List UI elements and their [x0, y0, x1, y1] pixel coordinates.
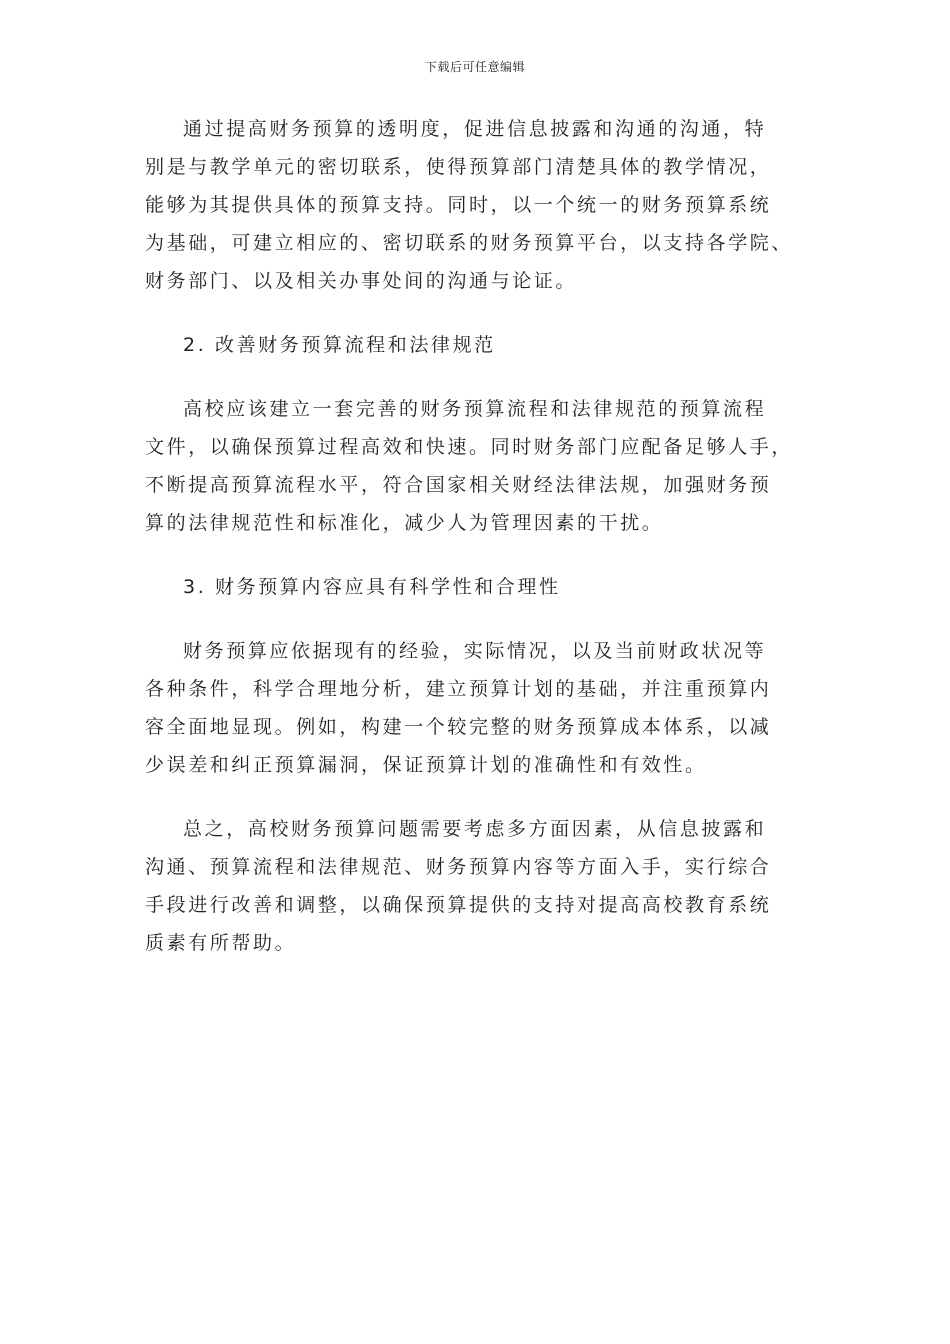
- paragraph-line: 文件，以确保预算过程高效和快速。同时财务部门应配备足够人手，: [145, 436, 794, 458]
- paragraph-process: [145, 390, 797, 542]
- paragraph-line: 手段进行改善和调整，以确保预算提供的支持对提高高校教育系统: [145, 894, 772, 916]
- section-heading-2: 2. 改善财务预算流程和法律规范: [183, 334, 496, 356]
- header-note: 下载后可任意编辑: [424, 60, 525, 74]
- paragraph-line: 不断提高预算流程水平，符合国家相关财经法律法规，加强财务预: [145, 474, 772, 496]
- paragraph-line: 质素有所帮助。: [145, 932, 297, 954]
- paragraph-line: 算的法律规范性和标准化，减少人为管理因素的干扰。: [145, 512, 664, 534]
- paragraph-line: 为基础，可建立相应的、密切联系的财务预算平台，以支持各学院、: [145, 232, 794, 254]
- paragraph-content: [145, 632, 797, 784]
- paragraph-line: 各种条件，科学合理地分析，建立预算计划的基础，并注重预算内: [145, 678, 772, 700]
- section-heading-3: 3. 财务预算内容应具有科学性和合理性: [183, 576, 561, 598]
- paragraph-line: 通过提高财务预算的透明度，促进信息披露和沟通的沟通，特: [183, 118, 767, 140]
- paragraph-line: 少误差和纠正预算漏洞，保证预算计划的准确性和有效性。: [145, 754, 707, 776]
- paragraph-line: 总之，高校财务预算问题需要考虑多方面因素，从信息披露和: [183, 818, 767, 840]
- paragraph-line: 财务预算应依据现有的经验，实际情况，以及当前财政状况等: [183, 640, 767, 662]
- paragraph-line: 沟通、预算流程和法律规范、财务预算内容等方面入手，实行综合: [145, 856, 772, 878]
- paragraph-line: 能够为其提供具体的预算支持。同时，以一个统一的财务预算系统: [145, 194, 772, 216]
- document-body: [145, 110, 797, 988]
- paragraph-line: 别是与教学单元的密切联系，使得预算部门清楚具体的教学情况，: [145, 156, 772, 178]
- paragraph-line: 容全面地显现。例如，构建一个较完整的财务预算成本体系，以减: [145, 716, 772, 738]
- paragraph-summary: [145, 810, 797, 962]
- paragraph-line: 财务部门、以及相关办事处间的沟通与论证。: [145, 270, 578, 292]
- paragraph-line: 高校应该建立一套完善的财务预算流程和法律规范的预算流程: [183, 398, 767, 420]
- paragraph-transparency: [145, 110, 797, 300]
